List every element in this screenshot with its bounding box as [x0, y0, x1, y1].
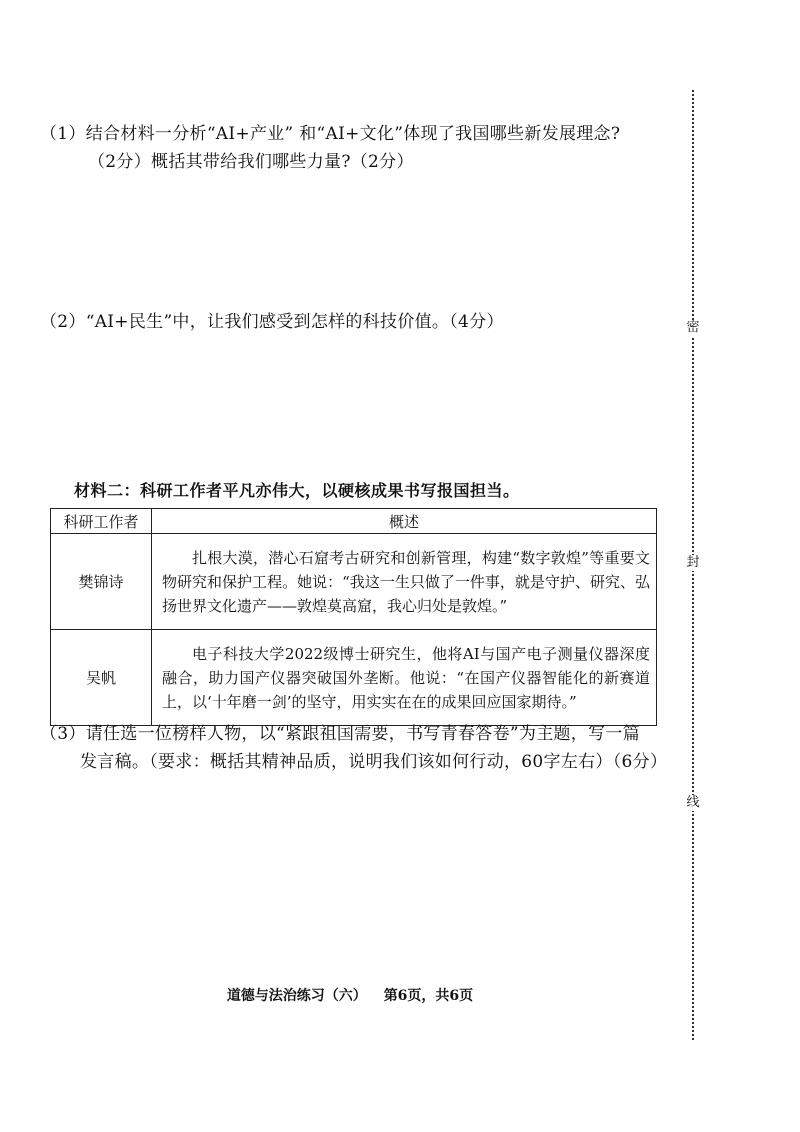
question-3 — [40, 720, 690, 776]
question-3-line1: （3）请任选一位榜样人物，以“紧跟祖国需要，书写青春答卷”为主题，写一篇 — [40, 724, 640, 744]
material-2-table — [50, 508, 657, 726]
table-row — [51, 534, 657, 630]
seal-char-feng: 封 — [684, 555, 702, 571]
material-2-title: 材料二：科研工作者平凡亦伟大，以硬核成果书写报国担当。 — [74, 481, 520, 500]
question-3-line2: 发言稿。（要求：概括其精神品质，说明我们该如何行动，60字左右）（6分） — [80, 752, 668, 772]
researcher-name: 吴帆 — [51, 630, 152, 726]
seal-char-xian: 线 — [684, 795, 702, 811]
researcher-summary: 电子科技大学2022级博士研究生，他将AI与国产电子测量仪器深度融合，助力国产仪器突破国外垄断。他说：“在国产仪器智能化的新赛道上，以‘十年磨一剑’的坚守，用实实在在的成果回应国家期待。” — [152, 630, 657, 726]
table-row — [51, 630, 657, 726]
question-2: （2）“AI+民生”中，让我们感受到怎样的科技价值。（4分） — [40, 312, 504, 332]
seal-char-mi: 密 — [684, 320, 702, 336]
footer-page-number: 第6页，共6页 — [383, 988, 474, 1004]
table-header-summary: 概述 — [152, 509, 657, 534]
footer-subject: 道德与法治练习（六） — [226, 988, 367, 1004]
table-header-row — [51, 509, 657, 534]
question-1 — [40, 120, 680, 176]
table-header-researcher: 科研工作者 — [51, 509, 152, 534]
question-1-line2: （2分）概括其带给我们哪些力量?（2分） — [88, 152, 414, 172]
question-1-line1: （1）结合材料一分析“AI+产业” 和“AI+文化”体现了我国哪些新发展理念? — [40, 124, 621, 144]
researcher-name: 樊锦诗 — [51, 534, 152, 630]
researcher-summary: 扎根大漠，潜心石窟考古研究和创新管理，构建“数字敦煌”等重要文物研究和保护工程。她说：“我这一生只做了一件事，就是守护、研究、弘扬世界文化遗产——敦煌莫高窟，我心归处是敦煌。” — [152, 534, 657, 630]
page-footer — [0, 985, 700, 1005]
